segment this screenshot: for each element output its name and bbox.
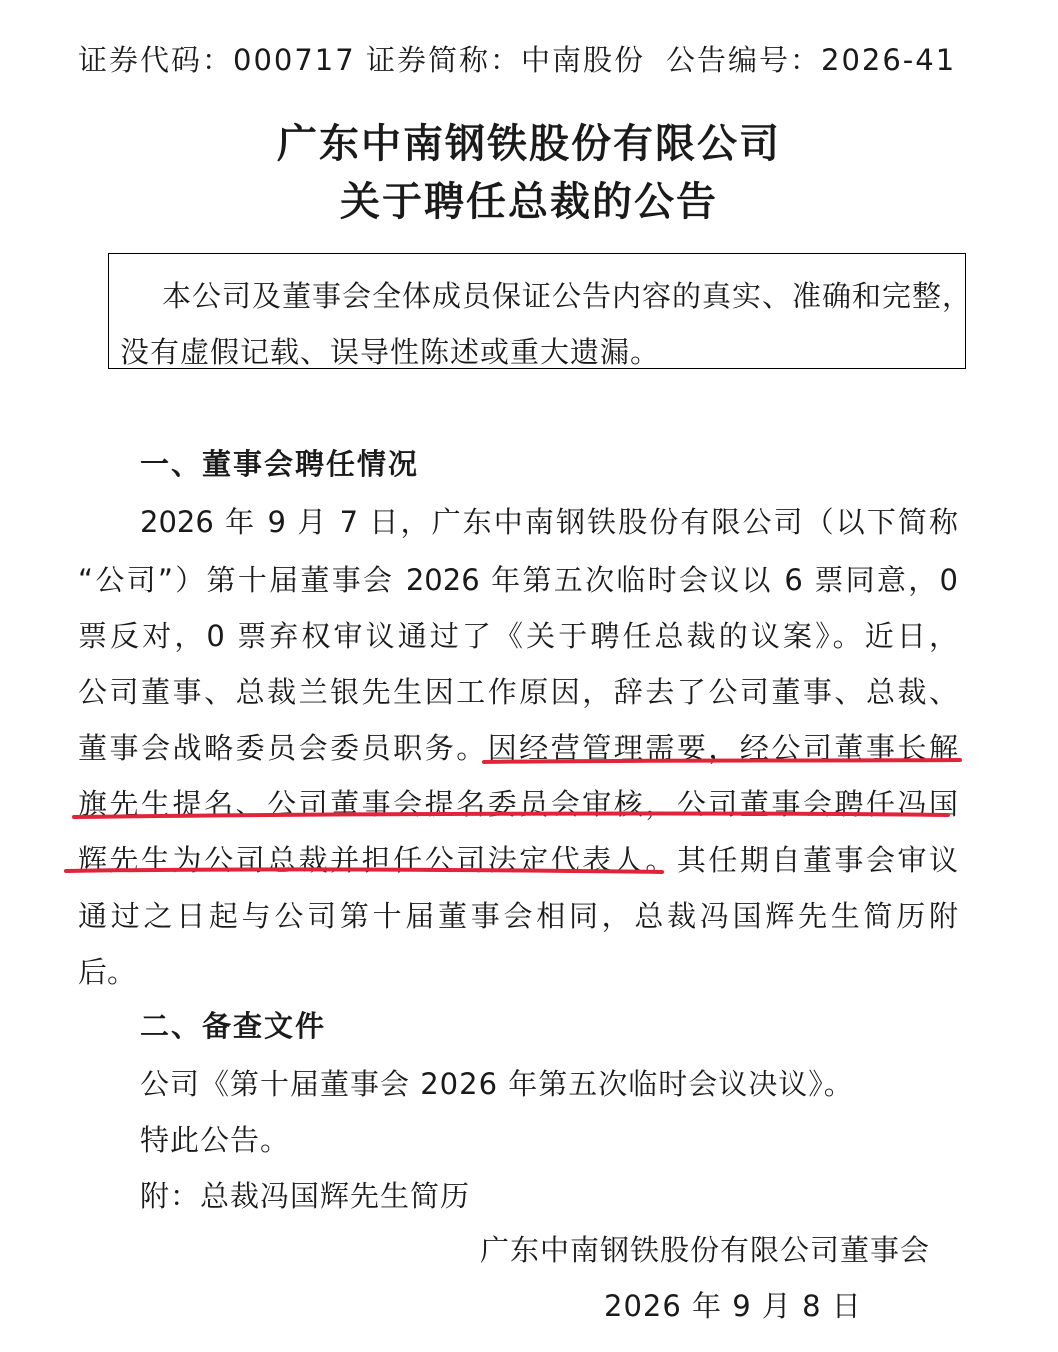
section1-line: 通过之日起与公司第十届董事会相同，总裁冯国辉先生简历附 bbox=[78, 899, 958, 933]
section2-heading: 二、备查文件 bbox=[140, 1009, 327, 1043]
section1-line: 票反对，0 票弃权审议通过了《关于聘任总裁的议案》。近日， bbox=[78, 619, 958, 653]
attachment-note: 附：总裁冯国辉先生简历 bbox=[140, 1179, 471, 1213]
disclaimer-line1: 本公司及董事会全体成员保证公告内容的真实、准确和完整， bbox=[162, 279, 973, 313]
section1-line: 董事会战略委员会委员职务。因经营管理需要，经公司董事长解 bbox=[78, 731, 958, 765]
stock-name: 证券简称：中南股份 bbox=[366, 43, 646, 77]
document-title-line2: 关于聘任总裁的公告 bbox=[340, 179, 718, 225]
section1-line: 辉先生为公司总裁并担任公司法定代表人。其任期自董事会审议 bbox=[78, 843, 958, 877]
stock-code: 证券代码：000717 bbox=[78, 43, 356, 77]
signature-date: 2026 年 9 月 8 日 bbox=[604, 1289, 862, 1323]
section1-line: “公司”）第十届董事会 2026 年第五次临时会议以 6 票同意，0 bbox=[78, 563, 958, 597]
document-title-line1: 广东中南钢铁股份有限公司 bbox=[277, 121, 781, 167]
signature-company: 广东中南钢铁股份有限公司董事会 bbox=[480, 1233, 931, 1267]
section1-heading: 一、董事会聘任情况 bbox=[140, 447, 420, 481]
notice-number: 公告编号：2026-41 bbox=[666, 43, 957, 77]
reference-document: 公司《第十届董事会 2026 年第五次临时会议决议》。 bbox=[140, 1067, 854, 1101]
closing-statement: 特此公告。 bbox=[140, 1123, 291, 1157]
section1-line: 公司董事、总裁兰银先生因工作原因，辞去了公司董事、总裁、 bbox=[78, 675, 958, 709]
section1-line: 旗先生提名、公司董事会提名委员会审核，公司董事会聘任冯国 bbox=[78, 787, 958, 821]
section1-line: 后。 bbox=[78, 955, 137, 989]
section1-line: 2026 年 9 月 7 日，广东中南钢铁股份有限公司（以下简称 bbox=[140, 505, 958, 539]
disclaimer-line2: 没有虚假记载、误导性陈述或重大遗漏。 bbox=[120, 335, 661, 369]
